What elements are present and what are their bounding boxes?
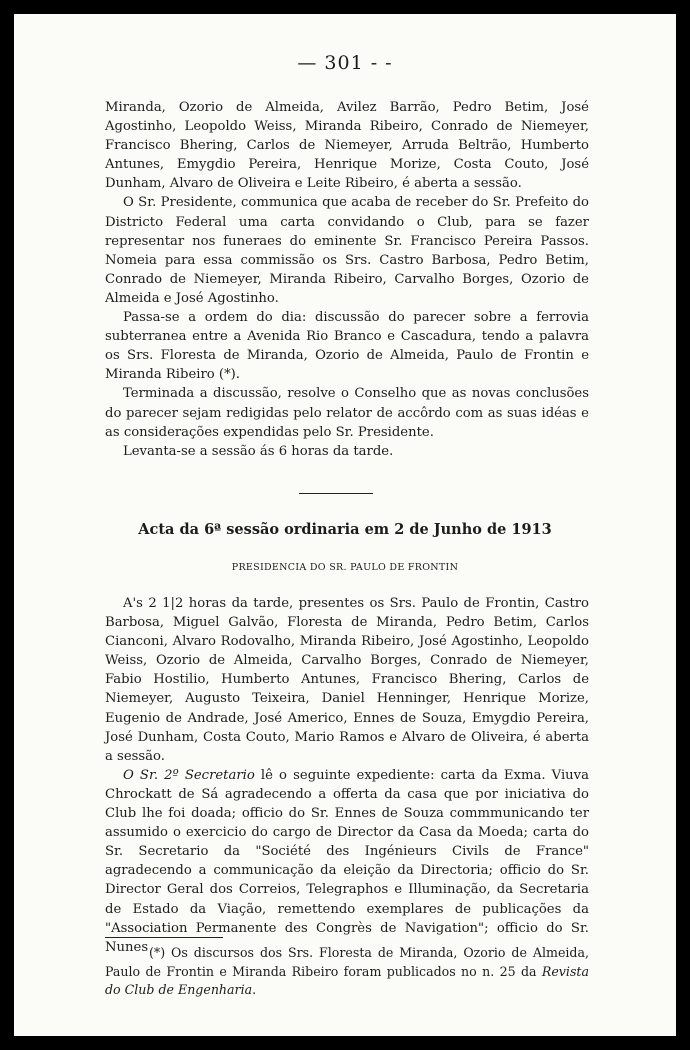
paragraph-session-closed: Levanta-se a sessão ás 6 horas da tarde. <box>123 443 394 459</box>
paragraph-president-communication: O Sr. Presidente, communica que acaba de receber do Sr. Prefeito do Districto Federal uma carta convidando o Club, para se fazer representar nos funeraes do eminente Sr. Francisco Pereira Passos. Nomeia para essa commissão os Srs. Castro Barbosa, Pedro Betim, Conrado de Niemeyer, Miranda Ribeiro, Carvalho Borges, Ozorio de Almeida e José Agostinho. <box>105 195 589 306</box>
footnote-end: . <box>252 982 257 997</box>
upper-text-block <box>105 98 589 461</box>
document-page <box>14 14 676 1036</box>
correspondence-text: lê o seguinte expediente: carta da Exma. Viuva Chrockatt de Sá agradecendo a offerta da casa que por iniciativa do Club lhe foi doada; officio do Sr. Ennes de Souza commmunicando ter assumido o exercicio do cargo de Director da Casa da Moeda; carta do Sr. Secretario da "Société des Ingénieurs Civils de France" agradecendo a communicação da eleição da Directoria; officio do Sr. Director Geral dos Correios, Telegraphos e Illuminação, da Secretaria de Estado da Viação, remettendo exemplares de publicações da "Association Permanente des Congrès de Navigation"; officio do Sr. Nunes <box>105 767 589 955</box>
section-title: Acta da 6ª sessão ordinaria em 2 de Junho de 1913 <box>138 521 552 538</box>
paragraph-secretary-correspondence <box>105 766 589 957</box>
footnote <box>105 944 589 1000</box>
page-number: — 301 - - <box>297 52 393 74</box>
footnote-text: (*) Os discursos dos Srs. Floresta de Miranda, Ozorio de Almeida, Paulo de Frontin e Miranda Ribeiro foram publicados no n. 25 da <box>105 945 589 979</box>
secretary-speaker: O Sr. 2º Secretario <box>123 767 255 783</box>
section-subtitle: PRESIDENCIA DO SR. PAULO DE FRONTIN <box>231 562 459 573</box>
paragraph-order-of-day: Passa-se a ordem do dia: discussão do parecer sobre a ferrovia subterranea entre a Avenida Rio Branco e Cascadura, tendo a palavra os Srs. Floresta de Miranda, Ozorio de Almeida, Paulo de Frontin e Miranda Ribeiro (*). <box>105 310 589 383</box>
footnote-journal: Revista do Club de Engenharia <box>105 963 589 997</box>
section-divider <box>299 493 373 494</box>
lower-text-block <box>105 594 589 957</box>
paragraph-attendance: A's 2 1|2 horas da tarde, presentes os Srs. Paulo de Frontin, Castro Barbosa, Miguel Galvão, Floresta de Miranda, Pedro Betim, Carlos Cianconi, Alvaro Rodovalho, Miranda Ribeiro, José Agostinho, Leopoldo Weiss, Ozorio de Almeida, Carvalho Borges, Conrado de Niemeyer, Fabio Hostilio, Humberto Antunes, Francisco Bhering, Carlos de Niemeyer, Augusto Teixeira, Daniel Henninger, Henrique Morize, Eugenio de Andrade, José Americo, Ennes de Souza, Emygdio Pereira, José Dunham, Costa Couto, Mario Ramos e Alvaro de Oliveira, é aberta a sessão. <box>105 596 589 764</box>
paragraph-attendance-end: Miranda, Ozorio de Almeida, Avilez Barrão, Pedro Betim, José Agostinho, Leopoldo Weiss, Miranda Ribeiro, Conrado de Niemeyer, Francisco Bhering, Carlos de Niemeyer, Arruda Beltrão, Humberto Antunes, Emygdio Pereira, Henrique Morize, Costa Couto, José Dunham, Alvaro de Oliveira e Leite Ribeiro, é aberta a sessão. <box>105 100 589 192</box>
paragraph-discussion-result: Terminada a discussão, resolve o Conselho que as novas conclusões do parecer sejam redigidas pelo relator de accôrdo com as suas idéas e as considerações expendidas pelo Sr. Presidente. <box>105 386 589 440</box>
footnote-rule <box>105 937 223 938</box>
